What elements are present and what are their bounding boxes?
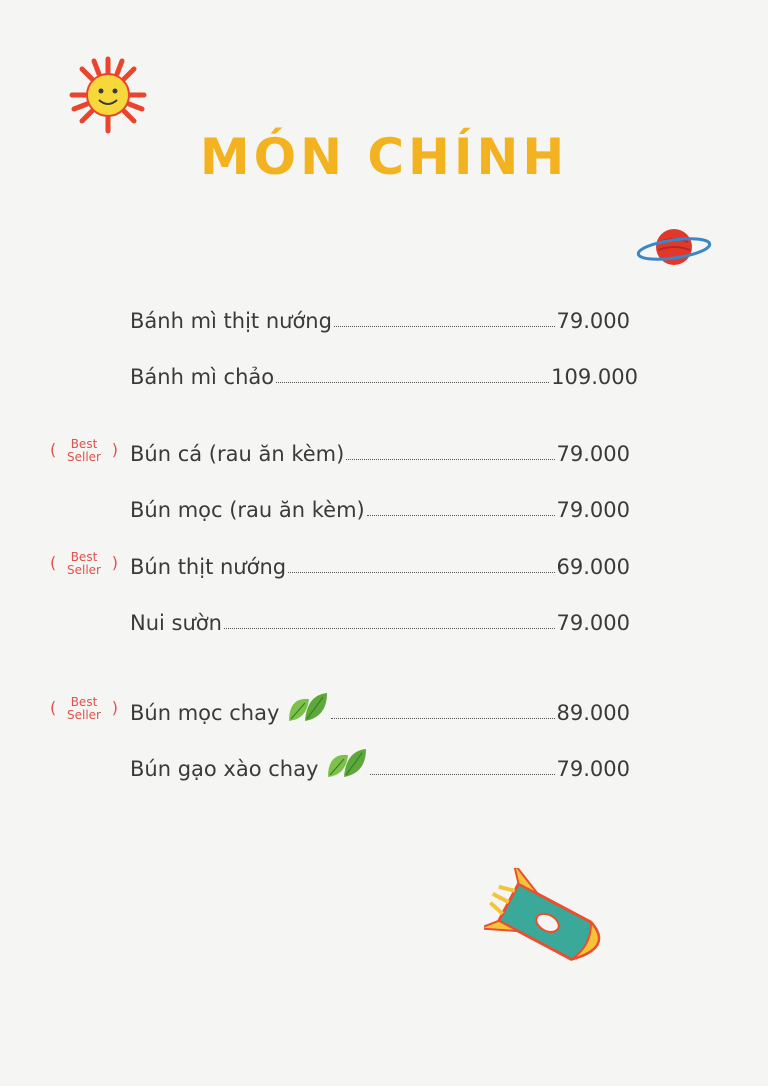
leaf-icon [287, 691, 329, 725]
menu-item-price: 79.000 [556, 442, 630, 466]
menu-item-name: Nui sườn [130, 611, 222, 635]
menu-item-name: Bánh mì chảo [130, 365, 275, 389]
menu-item-name: Bún mọc (rau ăn kèm) [130, 498, 365, 522]
dot-leader [276, 382, 549, 383]
dot-leader [370, 774, 554, 775]
menu-item [130, 549, 630, 579]
menu-item-name: Bánh mì thịt nướng [130, 309, 332, 333]
best-seller-badge: ( Best Seller ) [50, 550, 118, 577]
menu-item [130, 492, 630, 522]
menu-item [130, 303, 630, 333]
menu-item-price: 69.000 [556, 555, 630, 579]
menu-item-price: 79.000 [556, 757, 630, 781]
menu-item [130, 751, 630, 781]
best-seller-badge: ( Best Seller ) [50, 695, 118, 722]
menu-item-price: 89.000 [556, 701, 630, 725]
rocket-icon [484, 868, 634, 990]
menu-item [130, 436, 630, 466]
dot-leader [331, 718, 554, 719]
menu-item-price: 79.000 [556, 498, 630, 522]
sun-icon [68, 55, 148, 135]
leaf-icon [326, 747, 368, 781]
menu-item-name: Bún mọc chay [130, 701, 280, 725]
menu-item [130, 359, 638, 389]
dot-leader [334, 326, 555, 327]
dot-leader [224, 628, 555, 629]
menu-item-name: Bún gạo xào chay [130, 757, 319, 781]
menu-item-price: 79.000 [556, 611, 630, 635]
menu-item [130, 605, 630, 635]
menu-item-price: 109.000 [551, 365, 638, 389]
menu-item-name: Bún cá (rau ăn kèm) [130, 442, 345, 466]
dot-leader [288, 572, 554, 573]
menu-item-price: 79.000 [556, 309, 630, 333]
page-title: MÓN CHÍNH [199, 128, 569, 186]
menu-item [130, 695, 630, 725]
menu-item-name: Bún thịt nướng [130, 555, 287, 579]
planet-icon [636, 222, 712, 272]
dot-leader [367, 515, 555, 516]
best-seller-badge: ( Best Seller ) [50, 437, 118, 464]
dot-leader [346, 459, 554, 460]
